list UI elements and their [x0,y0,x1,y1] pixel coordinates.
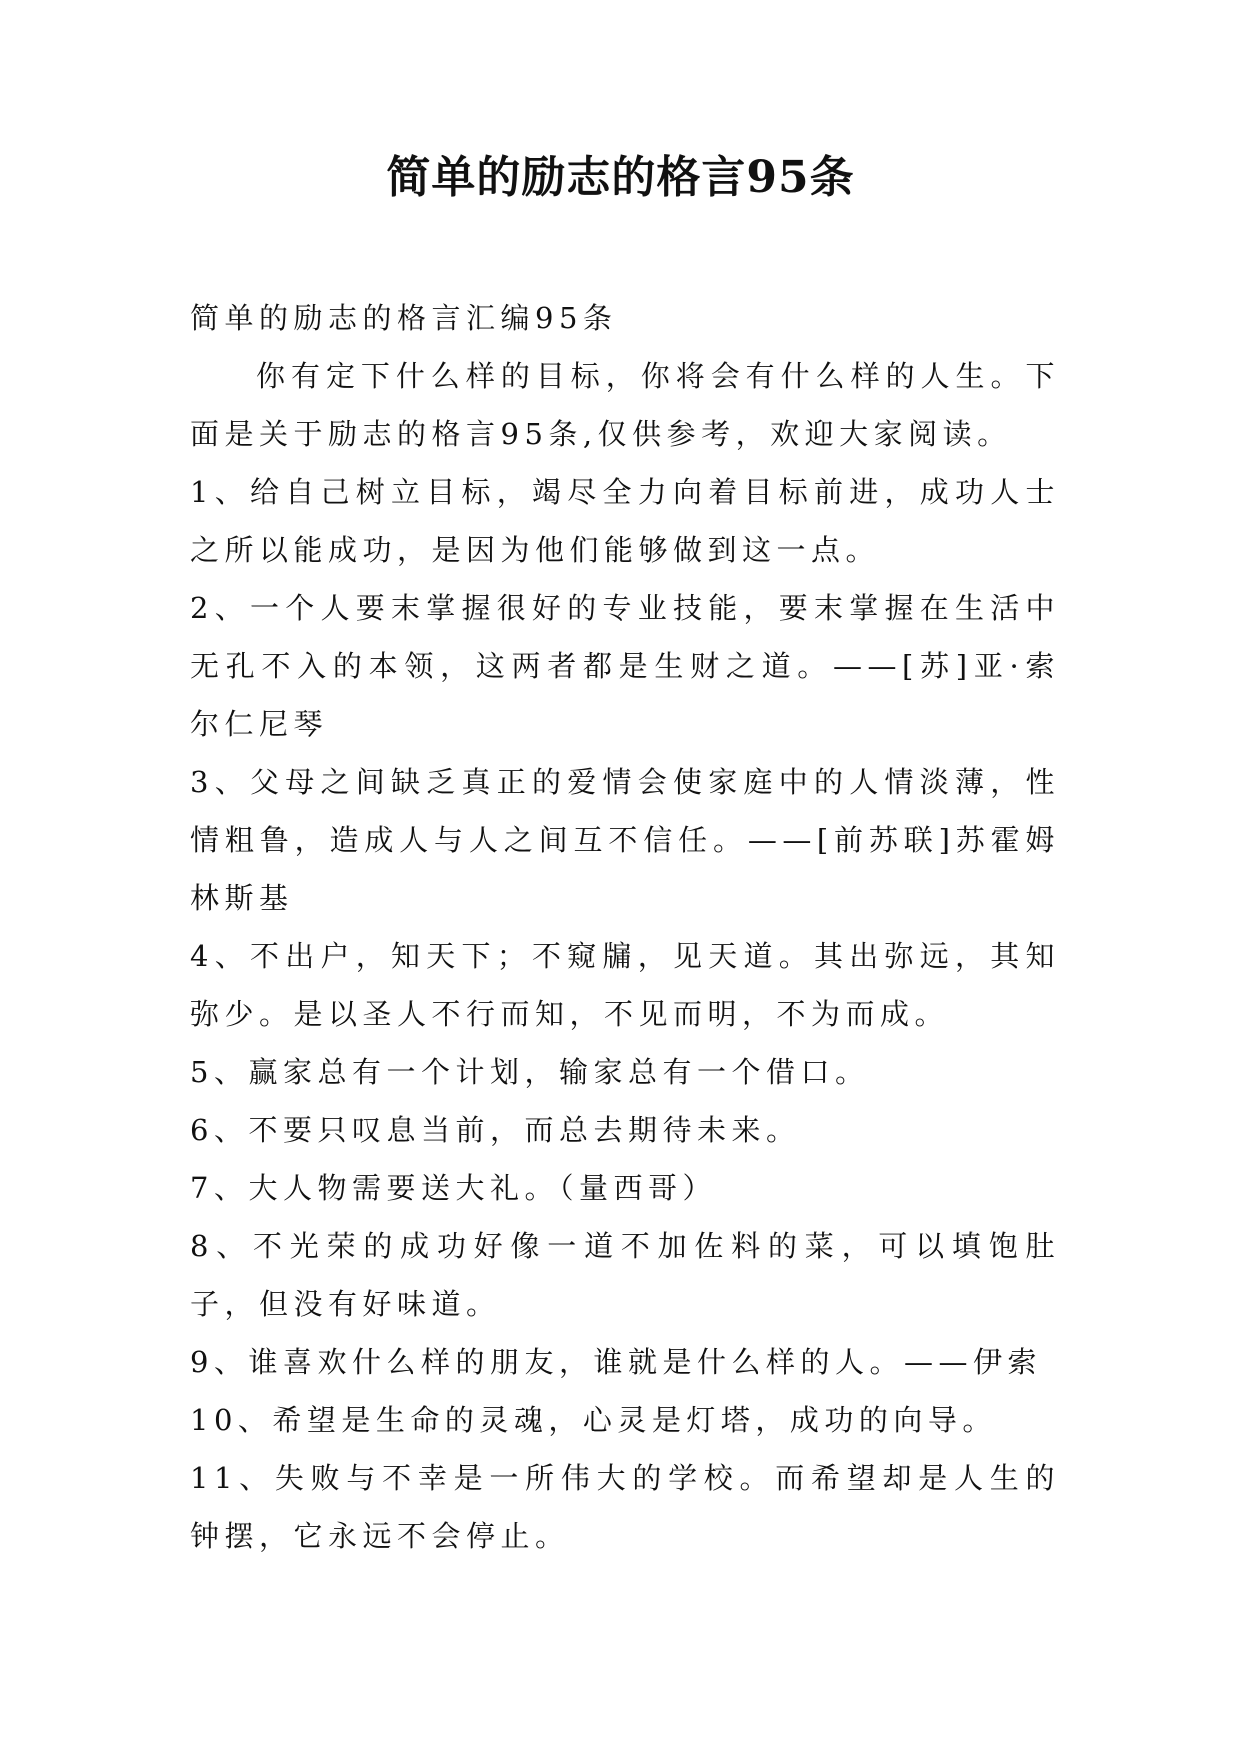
list-item: 9、谁喜欢什么样的朋友，谁就是什么样的人。——伊索 [190,1345,1042,1379]
list-item: 2、一个人要末掌握很好的专业技能，要末掌握在生活中无孔不入的本领，这两者都是生财之道。——[苏]亚·索尔仁尼琴 [190,591,1060,741]
intro-paragraph: 你有定下什么样的目标，你将会有什么样的人生。下面是关于励志的格言95条,仅供参考，欢迎大家阅读。 [190,359,1060,451]
list-item: 7、大人物需要送大礼。（量西哥） [190,1171,717,1205]
list-item: 8、不光荣的成功好像一道不加佐料的菜，可以填饱肚子，但没有好味道。 [190,1229,1060,1321]
list-item: 6、不要只叹息当前，而总去期待未来。 [190,1113,801,1147]
list-item: 3、父母之间缺乏真正的爱情会使家庭中的人情淡薄，性情粗鲁，造成人与人之间互不信任。——[前苏联]苏霍姆林斯基 [190,765,1060,915]
document-body [190,289,1060,1565]
list-item: 4、不出户，知天下；不窥牖，见天道。其出弥远，其知弥少。是以圣人不行而知，不见而明，不为而成。 [190,939,1060,1031]
list-item: 5、赢家总有一个计划，输家总有一个借口。 [190,1055,870,1089]
page-title: 简单的励志的格言95条 [386,152,855,203]
list-item: 11、失败与不幸是一所伟大的学校。而希望却是人生的钟摆，它永远不会停止。 [190,1461,1060,1553]
list-item: 10、希望是生命的灵魂，心灵是灯塔，成功的向导。 [190,1403,997,1437]
list-item: 1、给自己树立目标，竭尽全力向着目标前进，成功人士之所以能成功，是因为他们能够做到这一点。 [190,475,1060,567]
subtitle: 简单的励志的格言汇编95条 [190,301,618,335]
